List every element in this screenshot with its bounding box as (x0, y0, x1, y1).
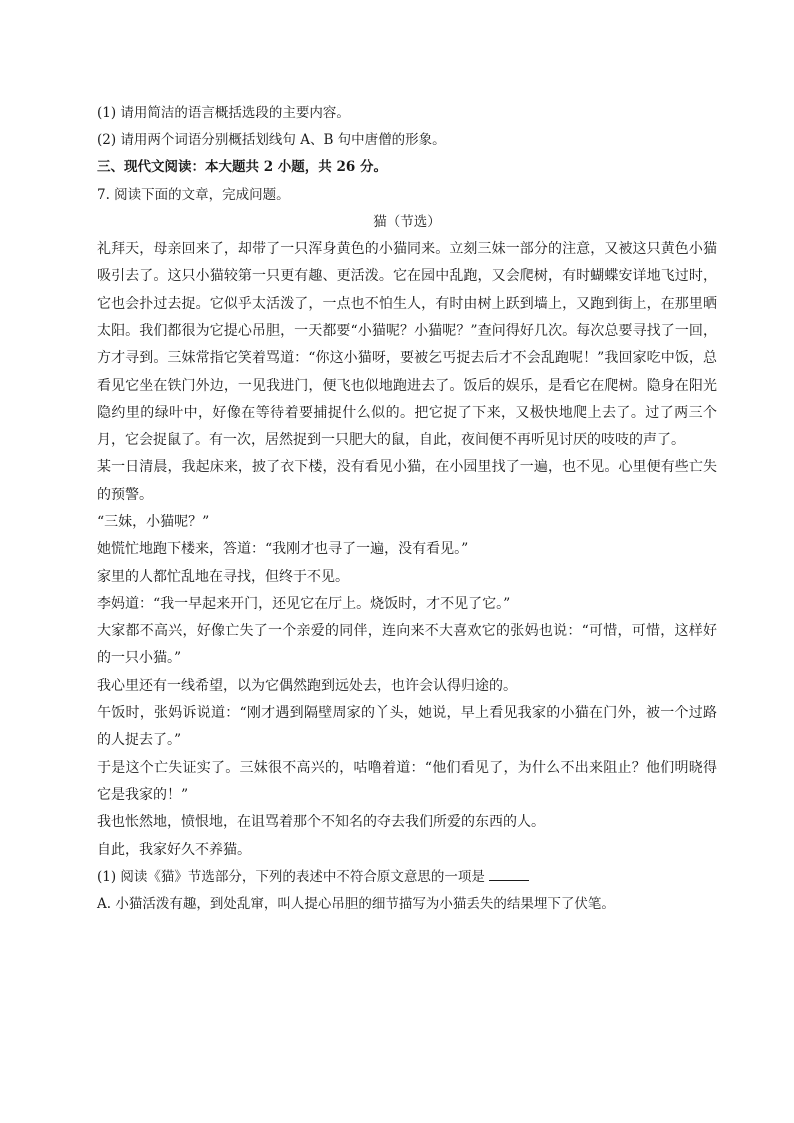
section-desc: 本大题共 2 小题，共 26 分。 (205, 159, 387, 176)
document-page (97, 100, 717, 918)
sub-question-1-text: (1) 阅读《猫》节选部分，下列的表述中不符合原文意思的一项是 (97, 868, 485, 885)
article-paragraph: 大家都不高兴，好像亡失了一个亲爱的同伴，连向来不大喜欢它的张妈也说：“可惜，可惜，这样好的一只小猫。” (97, 623, 717, 667)
article-paragraph: 李妈道：“我一早起来开门，还见它在厅上。烧饭时，才不见了它。” (97, 595, 511, 612)
article-paragraph: 礼拜天，母亲回来了，却带了一只浑身黄色的小猫同来。立刻三妹一部分的注意，又被这只黄色小猫吸引去了。这只小猫较第一只更有趣、更活泼。它在园中乱跑，又会爬树，有时蝴蝶安详地飞过时，它也会扑过去捉。它似乎太活泼了，一点也不怕生人，有时由树上跃到墙上，又跑到街上，在那里晒太阳。我们都很为它提心吊胆，一天都要“小猫呢？小猫呢？”查问得好几次。每次总要寻找了一回，方才寻到。三妹常指它笑着骂道：“你这小猫呀，要被乞丐捉去后才不会乱跑呢！”我回家吃中饭，总看见它坐在铁门外边，一见我进门，便飞也似地跑进去了。饭后的娱乐，是看它在爬树。隐身在阳光隐约里的绿叶中，好像在等待着要捕捉什么似的。把它捉了下来，又极快地爬上去了。过了两三个月，它会捉鼠了。有一次，居然捉到一只肥大的鼠，自此，夜间便不再听见讨厌的吱吱的声了。 (97, 241, 717, 449)
article-paragraph: 她慌忙地跑下楼来，答道：“我刚才也寻了一遍，没有看见。” (97, 541, 469, 558)
article-paragraph: 于是这个亡失证实了。三妹很不高兴的，咕噜着道：“他们看见了，为什么不出来阻止？他们明晓得它是我家的！” (97, 759, 717, 803)
option-a: A. 小猫活泼有趣，到处乱窜，叫人提心吊胆的细节描写为小猫丢失的结果埋下了伏笔。 (97, 896, 615, 913)
article-paragraph: “三妹，小猫呢？” (97, 513, 210, 530)
question-2-text: (2) 请用两个词语分别概括划线句 A、B 句中唐僧的形象。 (97, 132, 446, 149)
section-heading (97, 154, 717, 181)
article-title: 猫（节选） (373, 213, 441, 230)
question-7-prompt: 7. 阅读下面的文章，完成问题。 (97, 186, 290, 203)
article-paragraph: 我也怅然地，愤恨地，在诅骂着那个不知名的夺去我们所爱的东西的人。 (97, 814, 545, 831)
article-paragraph: 家里的人都忙乱地在寻找，但终于不见。 (97, 568, 349, 585)
sub-question-1 (97, 864, 717, 891)
article-paragraph: 午饭时，张妈诉说道：“刚才遇到隔壁周家的丫头，她说，早上看见我家的小猫在门外，被一个过路的人捉去了。” (97, 705, 717, 749)
article-paragraph: 我心里还有一线希望，以为它偶然跑到远处去，也许会认得归途的。 (97, 677, 517, 694)
question-1-text: (1) 请用简洁的语言概括选段的主要内容。 (97, 105, 350, 121)
section-label: 三、现代文阅读： (97, 159, 205, 176)
article-paragraph: 某一日清晨，我起床来，披了衣下楼，没有看见小猫，在小园里找了一遍，也不见。心里便有些亡失的预警。 (97, 459, 717, 503)
article-paragraph: 自此，我家好久不养猫。 (97, 841, 251, 858)
answer-blank[interactable] (489, 866, 529, 881)
